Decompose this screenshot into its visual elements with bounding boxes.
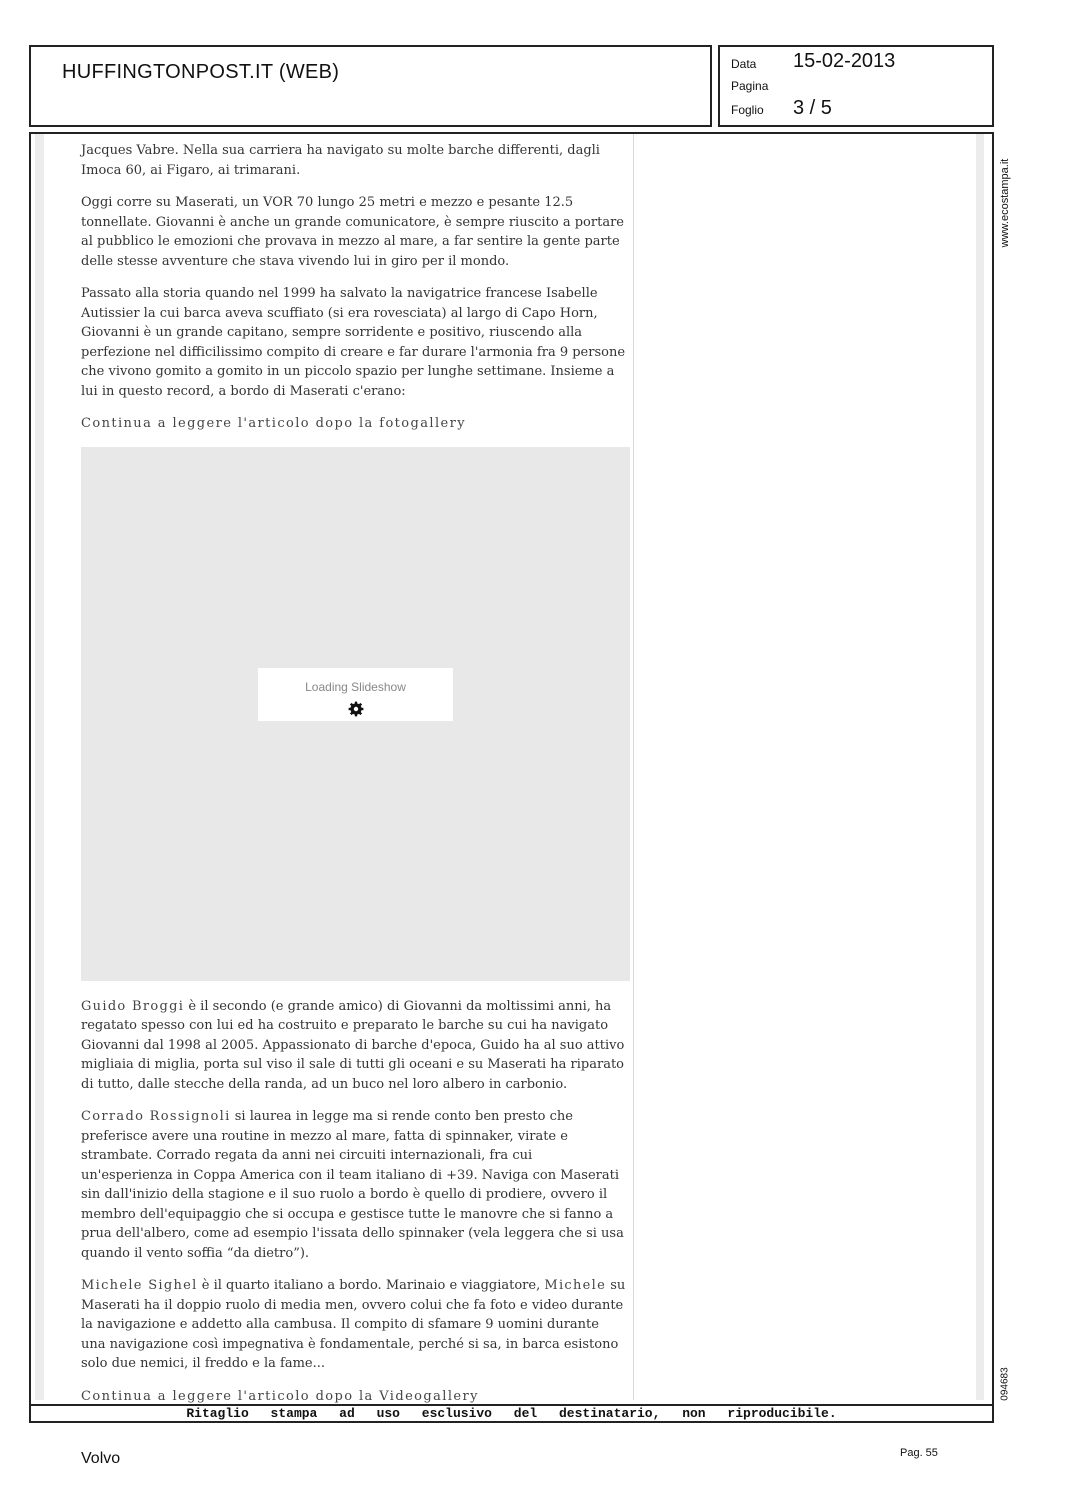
client-name: Volvo <box>81 1450 121 1467</box>
article-paragraph-6: Michele Sighel è il quarto italiano a bordo. Marinaio e viaggiatore, Michele su Maserati ha il doppio ruolo di media men, ovvero colui che fa foto e video durante la navigazione e addetto alla cambusa. Il compito di sfamare 9 uomini durante una navigazione così impegnativa è fondamentale, perché si sa, in barca esistono solo due nemici, il freddo e la fame... <box>81 1278 626 1371</box>
gear-icon <box>348 701 364 717</box>
article-paragraph-5: Corrado Rossignoli si laurea in legge ma si rende conto ben presto che preferisce avere una routine in mezzo al mare, fatta di spinnaker, virate e strambate. Corrado regata da anni nei circuiti internazionali, fra cui un'esperienza in Coppa America con il team italiano di +39. Naviga con Maserati sin dall'inizio della stagione e il suo ruolo a bordo è quello di prodiere, ovvero il membro dell'equipaggio che si occupa e gestisce tutte le manovre che si fanno a prua dell'albero, come ad esempio l'issata dello spinnaker (vela leggera che si usa quando il vento soffia “da dietro”). <box>81 1109 624 1261</box>
column-divider <box>633 134 634 1400</box>
article-paragraph-4: Guido Broggi è il secondo (e grande amico) di Giovanni da moltissimi anni, ha regatato spesso con lui ed ha costruito e preparato le barche su cui ha navigato Giovanni dal 1998 al 2005. Appassionato di barche d'epoca, Guido ha al suo attivo migliaia di miglia, porta sul viso il sale di tutti gli oceani e su Maserati ha riparato di tutto, dalle stecche della randa, ad un buco nel loro albero in carbonio. <box>81 998 625 1092</box>
slideshow-loading-text: Loading Slideshow <box>305 679 406 694</box>
side-code-label: 094683 <box>999 1367 1011 1401</box>
slideshow-loader <box>258 668 453 721</box>
page-number: Pag. 55 <box>900 1447 938 1459</box>
continue-photogallery-link[interactable]: Continua a leggere l'articolo dopo la fotogallery <box>81 416 466 431</box>
sheet-label: Foglio <box>731 103 764 117</box>
publication-name: HUFFINGTONPOST.IT (WEB) <box>62 61 340 83</box>
continue-videogallery-link[interactable]: Continua a leggere l'articolo dopo la Videogallery <box>81 1388 479 1404</box>
crew-name-corrado: Corrado Rossignoli <box>81 1109 231 1124</box>
right-gutter <box>976 134 984 1400</box>
article-paragraph-3: Passato alla storia quando nel 1999 ha salvato la navigatrice francese Isabelle Autissier la cui barca aveva scuffiato (si era rovesciata) al largo di Capo Horn, Giovanni è un grande capitano, sempre sorridente e positivo, riuscendo alla perfezione nel difficilissimo compito di creare e far durare l'armonia fra 9 persone che vivono gomito a gomito in un piccolo spazio per lunghe settimane. Insieme a lui in questo record, a bordo di Maserati c'erano: <box>81 286 626 399</box>
left-gutter <box>35 134 44 1400</box>
date-value: 15-02-2013 <box>793 50 896 72</box>
article-paragraph-1: Jacques Vabre. Nella sua carriera ha navigato su molte barche differenti, dagli Imoca 60, ai Figaro, ai trimarani. <box>81 143 600 178</box>
sheet-value: 3 / 5 <box>793 97 832 119</box>
side-url-label: www.ecostampa.it <box>999 158 1011 248</box>
photo-slideshow[interactable] <box>81 447 630 981</box>
reproduction-notice: Ritaglio stampa ad uso esclusivo del destinatario, non riproducibile. <box>186 1406 837 1421</box>
date-label: Data <box>731 57 757 71</box>
page-label: Pagina <box>731 79 769 93</box>
publication-box <box>29 45 712 127</box>
article-body <box>81 141 626 1419</box>
crew-name-guido: Guido Broggi <box>81 998 185 1014</box>
crew-name-michele: Michele Sighel <box>81 1278 198 1293</box>
article-paragraph-2: Oggi corre su Maserati, un VOR 70 lungo 25 metri e mezzo e pesante 12.5 tonnellate. Giovanni è anche un grande comunicatore, è sempre riuscito a portare al pubblico le emozioni che provava in mezzo al mare, a far sentire la gente parte delle stesse avventure che stava vivendo lui in giro per il mondo. <box>81 195 624 269</box>
metadata-box <box>718 45 994 127</box>
